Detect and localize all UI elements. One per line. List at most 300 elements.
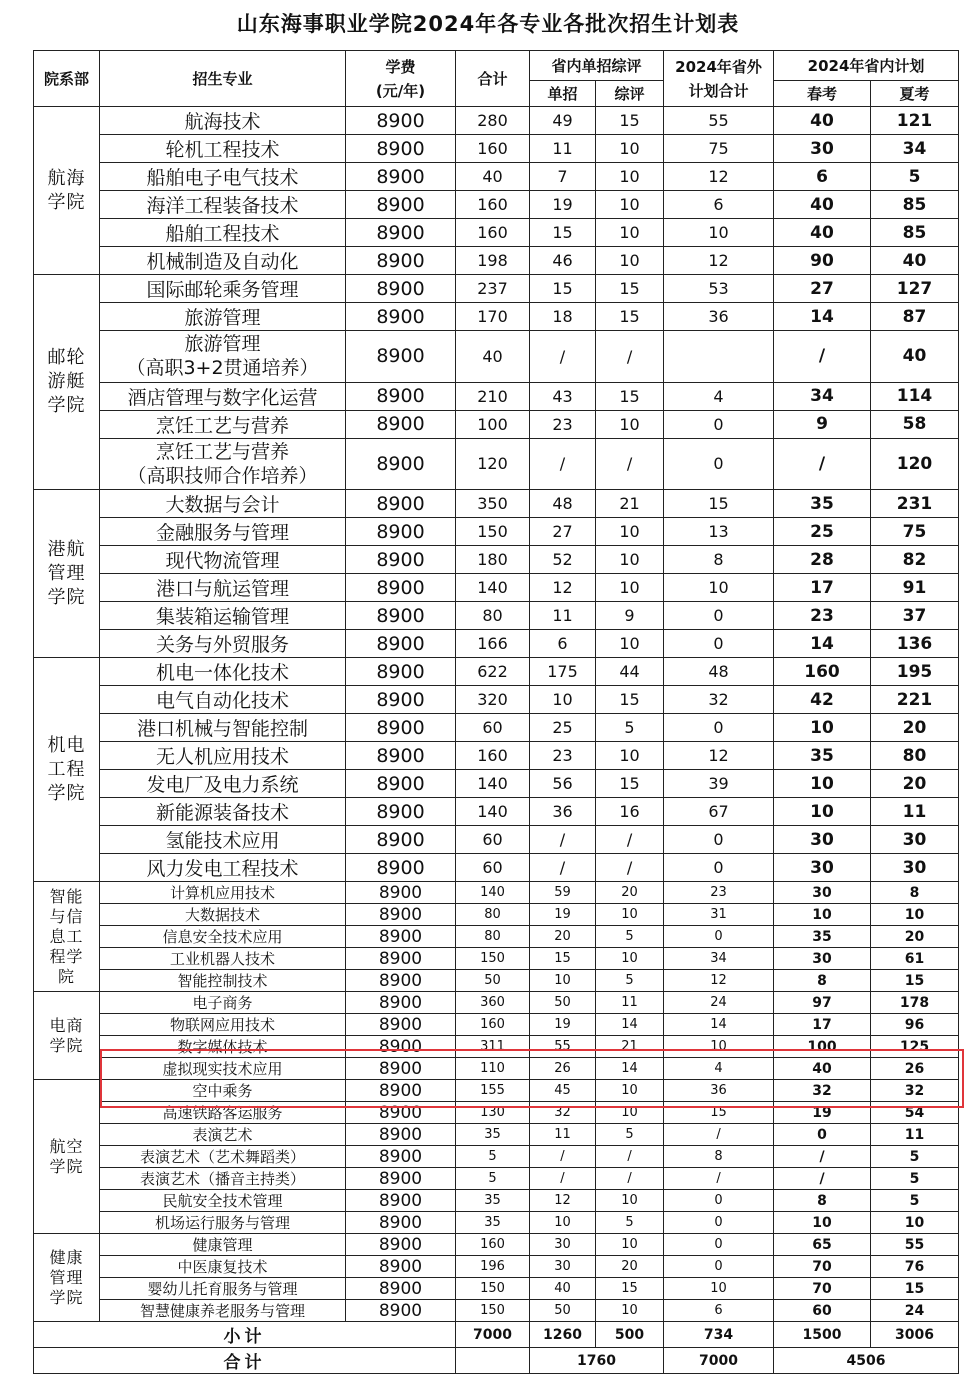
summer-cell: 114 [871,382,959,410]
table-row [34,970,959,992]
dept-cell: 航海 学院 [34,107,100,275]
single-cell: 10 [530,686,596,714]
outside-cell: 0 [664,926,774,948]
fee-cell: 8900 [346,904,456,926]
fee-cell: 8900 [346,1256,456,1278]
outside-cell: 31 [664,904,774,926]
header-single-comp: 省内单招综评 [530,51,664,81]
major-cell: 发电厂及电力系统 [100,770,346,798]
total-cell: 280 [456,107,530,135]
dept-cell: 电商 学院 [34,992,100,1080]
summer-cell: 121 [871,107,959,135]
summer-cell: 30 [871,826,959,854]
major-cell: 信息安全技术应用 [100,926,346,948]
spring-cell: 23 [774,602,871,630]
single-cell: 19 [530,191,596,219]
spring-cell: 10 [774,714,871,742]
subtotal-comp: 500 [596,1322,664,1348]
total-cell: 198 [456,247,530,275]
fee-cell: 8900 [346,191,456,219]
fee-cell: 8900 [346,1190,456,1212]
header-outside-text: 2024年省外 计划合计 [675,57,762,100]
single-cell: 11 [530,602,596,630]
outside-cell: 0 [664,826,774,854]
header-comp: 综评 [596,81,664,107]
major-cell: 国际邮轮乘务管理 [100,275,346,303]
spring-cell: 30 [774,826,871,854]
summer-cell: 10 [871,904,959,926]
table-row [34,1278,959,1300]
spring-cell: 40 [774,107,871,135]
dept-cell: 健康 管理 学院 [34,1234,100,1322]
header-inside: 2024年省内计划 [774,51,959,81]
major-cell: 船舶电子电气技术 [100,163,346,191]
outside-cell: 6 [664,191,774,219]
summer-cell: 96 [871,1014,959,1036]
comp-cell: 10 [596,1234,664,1256]
fee-cell: 8900 [346,382,456,410]
single-cell: 19 [530,1014,596,1036]
fee-cell: 8900 [346,1102,456,1124]
single-cell: 25 [530,714,596,742]
major-cell: 民航安全技术管理 [100,1190,346,1212]
total-cell: 160 [456,191,530,219]
single-cell: 18 [530,303,596,331]
single-cell: 45 [530,1080,596,1102]
spring-cell: 10 [774,798,871,826]
single-cell: 23 [530,410,596,438]
subtotal-single: 1260 [530,1322,596,1348]
spring-cell: 34 [774,382,871,410]
single-cell: 19 [530,904,596,926]
summer-cell: 10 [871,1212,959,1234]
spring-cell: 35 [774,742,871,770]
fee-cell: 8900 [346,1300,456,1322]
total-cell: 622 [456,658,530,686]
single-cell: 15 [530,948,596,970]
total-cell: 150 [456,1278,530,1300]
table-row [34,882,959,904]
fee-cell: 8900 [346,247,456,275]
table-row [34,382,959,410]
major-cell: 航海技术 [100,107,346,135]
spring-cell: 42 [774,686,871,714]
major-cell: 烹饪工艺与营养 （高职技师合作培养） [100,438,346,490]
spring-cell: / [774,1146,871,1168]
summer-cell: 15 [871,1278,959,1300]
major-cell: 工业机器人技术 [100,948,346,970]
summer-cell: 178 [871,992,959,1014]
major-cell: 新能源装备技术 [100,798,346,826]
spring-cell: 10 [774,904,871,926]
summer-cell: 11 [871,1124,959,1146]
total-cell: 160 [456,219,530,247]
single-cell: / [530,438,596,490]
spring-cell: 160 [774,658,871,686]
fee-cell: 8900 [346,219,456,247]
total-cell: 180 [456,546,530,574]
grand-outside: 7000 [664,1348,774,1374]
fee-cell: 8900 [346,1278,456,1300]
comp-cell: 10 [596,1102,664,1124]
fee-cell: 8900 [346,826,456,854]
comp-cell: / [596,1168,664,1190]
outside-cell: 34 [664,948,774,970]
major-cell: 旅游管理 （高职3+2贯通培养） [100,331,346,383]
total-cell: 160 [456,1014,530,1036]
outside-cell: 0 [664,438,774,490]
table-row [34,163,959,191]
total-cell: 350 [456,490,530,518]
comp-cell: 15 [596,1278,664,1300]
total-cell: 40 [456,331,530,383]
spring-cell: 25 [774,518,871,546]
grand-total-row [34,1348,959,1374]
summer-cell: 195 [871,658,959,686]
spring-cell: 32 [774,1080,871,1102]
spring-cell: 10 [774,1212,871,1234]
spring-cell: 35 [774,490,871,518]
single-cell: / [530,331,596,383]
major-cell: 智慧健康养老服务与管理 [100,1300,346,1322]
comp-cell: / [596,438,664,490]
fee-cell: 8900 [346,275,456,303]
outside-cell: 12 [664,247,774,275]
comp-cell: 21 [596,490,664,518]
total-cell: 150 [456,1300,530,1322]
table-row [34,1080,959,1102]
summer-cell: 8 [871,882,959,904]
spring-cell: 40 [774,191,871,219]
dept-cell: 智能 与信 息工 程学 院 [34,882,100,992]
outside-cell: 4 [664,1058,774,1080]
spring-cell: 0 [774,1124,871,1146]
fee-cell: 8900 [346,303,456,331]
subtotal-row [34,1322,959,1348]
summer-cell: 85 [871,191,959,219]
summer-cell: 5 [871,1190,959,1212]
total-cell: 35 [456,1124,530,1146]
single-cell: 32 [530,1102,596,1124]
fee-cell: 8900 [346,1168,456,1190]
table-row [34,1146,959,1168]
grand-label: 合计 [34,1348,456,1374]
major-cell: 机场运行服务与管理 [100,1212,346,1234]
spring-cell: 8 [774,970,871,992]
single-cell: 20 [530,926,596,948]
comp-cell: 16 [596,798,664,826]
total-cell: 60 [456,854,530,882]
summer-cell: 120 [871,438,959,490]
major-cell: 表演艺术（播音主持类） [100,1168,346,1190]
single-cell: 11 [530,1124,596,1146]
single-cell: 15 [530,275,596,303]
spring-cell: 40 [774,1058,871,1080]
fee-cell: 8900 [346,602,456,630]
grand-inside: 4506 [774,1348,959,1374]
spring-cell: 100 [774,1036,871,1058]
total-cell: 80 [456,904,530,926]
total-cell: 160 [456,1234,530,1256]
total-cell: 140 [456,882,530,904]
fee-cell: 8900 [346,331,456,383]
total-cell: 160 [456,742,530,770]
total-cell: 5 [456,1146,530,1168]
fee-cell: 8900 [346,992,456,1014]
table-row [34,107,959,135]
outside-cell: 12 [664,970,774,992]
single-cell: 12 [530,574,596,602]
outside-cell: 32 [664,686,774,714]
outside-cell: 13 [664,518,774,546]
outside-cell: 53 [664,275,774,303]
dept-cell: 航空 学院 [34,1080,100,1234]
total-cell: 166 [456,630,530,658]
fee-cell: 8900 [346,1212,456,1234]
table-row [34,574,959,602]
table-row [34,630,959,658]
summer-cell: 20 [871,714,959,742]
summer-cell: 11 [871,798,959,826]
spring-cell: 97 [774,992,871,1014]
summer-cell: 87 [871,303,959,331]
header-single: 单招 [530,81,596,107]
outside-cell: 10 [664,1036,774,1058]
summer-cell: 80 [871,742,959,770]
total-cell: 60 [456,826,530,854]
comp-cell: 5 [596,1212,664,1234]
outside-cell: 14 [664,1014,774,1036]
spring-cell: 28 [774,546,871,574]
table-row [34,1124,959,1146]
spring-cell: 30 [774,882,871,904]
table-row [34,410,959,438]
outside-cell: 0 [664,630,774,658]
single-cell: 50 [530,992,596,1014]
total-cell: 130 [456,1102,530,1124]
fee-cell: 8900 [346,926,456,948]
major-cell: 无人机应用技术 [100,742,346,770]
single-cell: / [530,854,596,882]
comp-cell: 10 [596,135,664,163]
major-cell: 电子商务 [100,992,346,1014]
table-row [34,904,959,926]
total-cell: 311 [456,1036,530,1058]
comp-cell: 5 [596,714,664,742]
fee-cell: 8900 [346,882,456,904]
total-cell: 120 [456,438,530,490]
total-cell: 237 [456,275,530,303]
comp-cell: 44 [596,658,664,686]
comp-cell: / [596,331,664,383]
table-row [34,926,959,948]
page-title: 山东海事职业学院2024年各专业各批次招生计划表 [236,12,740,36]
outside-cell: 8 [664,546,774,574]
comp-cell: 10 [596,219,664,247]
fee-cell: 8900 [346,163,456,191]
comp-cell: 15 [596,382,664,410]
single-cell: 55 [530,1036,596,1058]
major-cell: 海洋工程装备技术 [100,191,346,219]
outside-cell: 15 [664,1102,774,1124]
total-cell: 35 [456,1212,530,1234]
spring-cell: 19 [774,1102,871,1124]
major-cell: 氢能技术应用 [100,826,346,854]
outside-cell: / [664,1168,774,1190]
single-cell: 50 [530,1300,596,1322]
fee-cell: 8900 [346,798,456,826]
fee-cell: 8900 [346,742,456,770]
table-row [34,546,959,574]
table-body [34,107,959,1374]
summer-cell: 136 [871,630,959,658]
grand-empty [456,1348,530,1374]
comp-cell: 10 [596,742,664,770]
table-row [34,518,959,546]
summer-cell: 55 [871,1234,959,1256]
major-cell: 物联网应用技术 [100,1014,346,1036]
summer-cell: 40 [871,247,959,275]
outside-cell: 39 [664,770,774,798]
table-row [34,742,959,770]
single-cell: 175 [530,658,596,686]
outside-cell: 0 [664,1256,774,1278]
major-cell: 现代物流管理 [100,546,346,574]
total-cell: 320 [456,686,530,714]
single-cell: 11 [530,135,596,163]
spring-cell: 35 [774,926,871,948]
total-cell: 35 [456,1190,530,1212]
summer-cell: 5 [871,1168,959,1190]
comp-cell: 9 [596,602,664,630]
fee-cell: 8900 [346,630,456,658]
summer-cell: 125 [871,1036,959,1058]
fee-cell: 8900 [346,518,456,546]
major-cell: 关务与外贸服务 [100,630,346,658]
table-row [34,438,959,490]
spring-cell: 65 [774,1234,871,1256]
outside-cell: 36 [664,303,774,331]
fee-cell: 8900 [346,1014,456,1036]
total-cell: 150 [456,518,530,546]
fee-cell: 8900 [346,490,456,518]
grand-single-comp: 1760 [530,1348,664,1374]
subtotal-outside: 734 [664,1322,774,1348]
single-cell: 27 [530,518,596,546]
spring-cell: / [774,438,871,490]
outside-cell: 10 [664,1278,774,1300]
outside-cell: 67 [664,798,774,826]
major-cell: 风力发电工程技术 [100,854,346,882]
spring-cell: 27 [774,275,871,303]
single-cell: 15 [530,219,596,247]
total-cell: 140 [456,770,530,798]
summer-cell: 24 [871,1300,959,1322]
total-cell: 210 [456,382,530,410]
table-row [34,826,959,854]
outside-cell: 12 [664,163,774,191]
comp-cell: 10 [596,904,664,926]
comp-cell: 10 [596,630,664,658]
table-row [34,1212,959,1234]
single-cell: / [530,1168,596,1190]
total-cell: 50 [456,970,530,992]
fee-cell: 8900 [346,714,456,742]
total-cell: 150 [456,948,530,970]
comp-cell: 10 [596,518,664,546]
outside-cell [664,331,774,383]
outside-cell: 48 [664,658,774,686]
outside-cell: 0 [664,602,774,630]
major-cell: 酒店管理与数字化运营 [100,382,346,410]
outside-cell: 0 [664,714,774,742]
table-row [34,191,959,219]
total-cell: 40 [456,163,530,191]
summer-cell: 231 [871,490,959,518]
single-cell: 56 [530,770,596,798]
total-cell: 80 [456,602,530,630]
outside-cell: 4 [664,382,774,410]
comp-cell: 15 [596,770,664,798]
outside-cell: 75 [664,135,774,163]
spring-cell: / [774,331,871,383]
spring-cell: 40 [774,219,871,247]
major-cell: 港口与航运管理 [100,574,346,602]
comp-cell: 14 [596,1014,664,1036]
summer-cell: 40 [871,331,959,383]
table-row [34,1190,959,1212]
comp-cell: 10 [596,1080,664,1102]
header-fee [346,51,456,107]
major-cell: 集装箱运输管理 [100,602,346,630]
total-cell: 155 [456,1080,530,1102]
summer-cell: 127 [871,275,959,303]
spring-cell: / [774,1168,871,1190]
major-cell: 船舶工程技术 [100,219,346,247]
table-row [34,770,959,798]
outside-cell: 15 [664,490,774,518]
summer-cell: 32 [871,1080,959,1102]
header-major: 招生专业 [100,51,346,107]
table-row [34,1058,959,1080]
summer-cell: 82 [871,546,959,574]
header-summer: 夏考 [871,81,959,107]
total-cell: 140 [456,798,530,826]
table-row [34,303,959,331]
major-cell: 旅游管理 [100,303,346,331]
table-row [34,135,959,163]
table-row [34,490,959,518]
comp-cell: 15 [596,686,664,714]
comp-cell: 10 [596,948,664,970]
major-cell: 表演艺术（艺术舞蹈类） [100,1146,346,1168]
table-row [34,714,959,742]
single-cell: 26 [530,1058,596,1080]
comp-cell: 10 [596,1190,664,1212]
single-cell: 10 [530,970,596,992]
outside-cell: / [664,1124,774,1146]
spring-cell: 30 [774,948,871,970]
outside-cell: 6 [664,1300,774,1322]
total-cell: 360 [456,992,530,1014]
subtotal-total: 7000 [456,1322,530,1348]
spring-cell: 70 [774,1278,871,1300]
comp-cell: 15 [596,303,664,331]
major-cell: 烹饪工艺与营养 [100,410,346,438]
fee-cell: 8900 [346,970,456,992]
comp-cell: 20 [596,1256,664,1278]
single-cell: 43 [530,382,596,410]
